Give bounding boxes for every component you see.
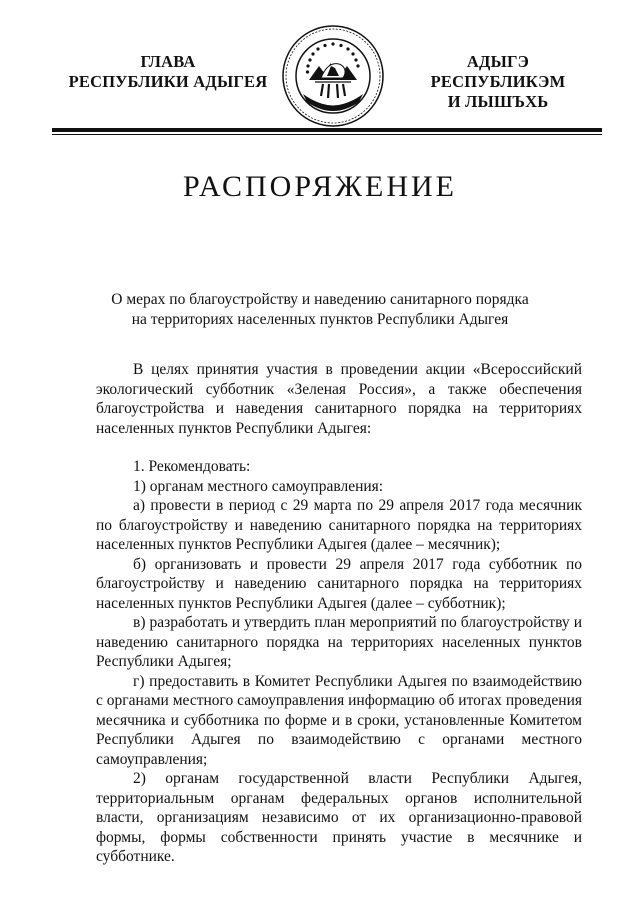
header-divider-thick xyxy=(52,128,602,132)
item-1-1: 1) органам местного самоуправления: xyxy=(133,477,384,495)
item-1: 1. Рекомендовать: xyxy=(133,458,251,475)
header-divider-thin xyxy=(52,134,602,135)
item-g: г) предоставить в Комитет Республики Адыгея по взаимодействию с органами местного самоуправления информацию об итогах проведения месячника и субботника по форме и в сроки, установленные Комитетом Республики Адыгея по взаимодействию с органами местного самоуправления; xyxy=(96,672,582,768)
document-title: РАСПОРЯЖЕНИЕ xyxy=(182,170,458,203)
item-v: в) разработать и утвердить план мероприятий по благоустройству и наведению санитарного порядка на территориях населенных пунктов Республики Адыгея; xyxy=(96,614,582,670)
intro-paragraph: В целях принятия участия в проведении акции «Всероссийский экологический субботник «Зеленая Россия», а также обеспечения благоустройства и наведения санитарного порядка на территориях населенных пунктов Республики Адыгея: xyxy=(96,361,582,437)
document-body xyxy=(96,360,582,867)
header-left-line2: РЕСПУБЛИКИ АДЫГЕЯ xyxy=(68,72,268,91)
subject-line2: на территориях населенных пунктов Республики Адыгея xyxy=(131,311,509,328)
subject-line1: О мерах по благоустройству и наведению санитарного порядка xyxy=(111,291,529,308)
item-2: 2) органам государственной власти Республики Адыгея, территориальным органам федеральных органов исполнительной власти, организациям независимо от их организационно-правовой формы, формы собственности принять участие в месячнике и субботнике. xyxy=(96,770,582,865)
document-subject xyxy=(60,290,580,330)
item-b: б) организовать и провести 29 апреля 2017 года субботник по благоустройству и наведению санитарного порядка на территориях населенных пунктов Республики Адыгея (далее – субботник); xyxy=(96,555,582,612)
item-a: а) провести в период с 29 марта по 29 апреля 2017 года месячник по благоустройству и наведению санитарного порядка на территориях населенных пунктов Республики Адыгея (далее – месячник); xyxy=(96,497,582,553)
coat-of-arms-emblem-icon xyxy=(281,24,385,128)
header-right-line2: И ЛЫШЪХЬ xyxy=(447,92,549,111)
header-right xyxy=(398,52,598,112)
header-left-line1: ГЛАВА xyxy=(140,52,196,71)
header-right-line1: АДЫГЭ РЕСПУБЛИКЭМ xyxy=(430,52,566,91)
header-left xyxy=(58,52,278,92)
